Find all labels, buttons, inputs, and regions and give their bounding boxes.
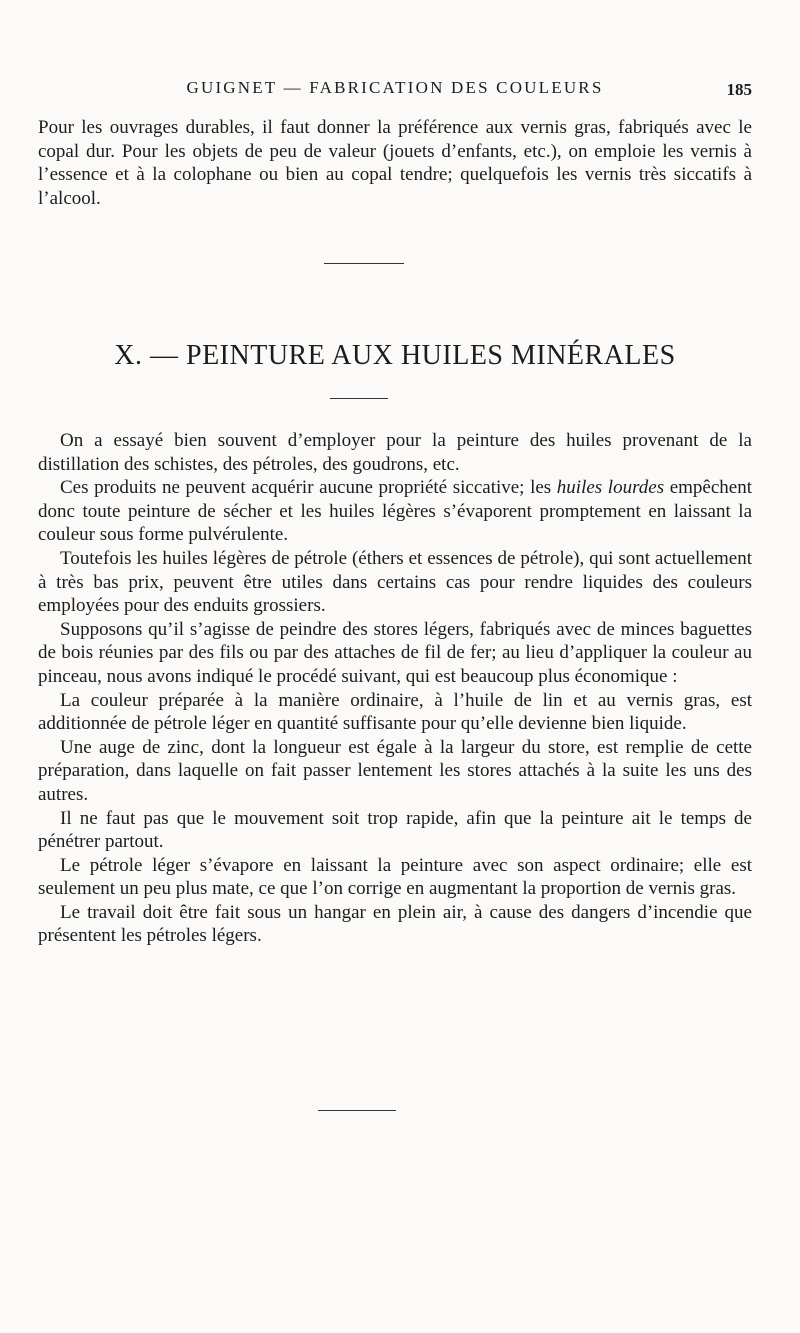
paragraph: Supposons qu’il s’agisse de peindre des stores légers, fabriqués avec de minces baguettes de bois réunies par des fils ou par des attaches de fil de fer; au lieu d’appliquer la couleur au pinceau, nous avons indiqué le procédé suivant, qui est beaucoup plus économique : [38, 618, 752, 687]
paragraph: On a essayé bien souvent d’employer pour la peinture des huiles provenant de la distillation des schistes, des pétroles, des goudrons, etc. [38, 430, 752, 475]
paragraph: La couleur préparée à la manière ordinaire, à l’huile de lin et au vernis gras, est additionnée de pétrole léger en quantité suffisante pour qu’elle devienne bien liquide. [38, 689, 752, 735]
section-rule-top [324, 263, 404, 264]
running-head [38, 78, 752, 102]
paragraph: Une auge de zinc, dont la longueur est égale à la largeur du store, est remplie de cette préparation, dans laquelle on fait passer lentement les stores attachés à la suite les uns des autres. [38, 736, 752, 805]
section-body [38, 429, 752, 948]
paragraph-text: Ces produits ne peuvent acquérir aucune propriété siccative; les [60, 477, 557, 499]
page-number: 185 [726, 80, 752, 99]
section-rule-bottom [330, 398, 388, 399]
paragraph: Le pétrole léger s’évapore en laissant la peinture avec son aspect ordinaire; elle est seulement un peu plus mate, ce que l’on corrige en augmentant la proportion de vernis gras. [38, 854, 752, 900]
intro-block [38, 116, 752, 210]
paragraph: Toutefois les huiles légères de pétrole (éthers et essences de pétrole), qui sont actuellement à très bas prix, peuvent être utiles dans certains cas pour rendre liquides des couleurs employées pour des enduits grossiers. [38, 547, 752, 617]
intro-paragraph: Pour les ouvrages durables, il faut donner la préférence aux vernis gras, fabriqués avec le copal dur. Pour les objets de peu de valeur (jouets d’enfants, etc.), on emploie les vernis à l’essence et à la colophane ou bien au copal tendre; quelquefois les vernis très siccatifs à l’alcool. [38, 117, 752, 209]
paragraph-text: empêchent donc toute peinture de sécher et les huiles légères s’évaporent promptement en laissant la couleur sous forme pulvérulente. [38, 477, 752, 546]
paragraph: Le travail doit être fait sous un hangar en plein air, à cause des dangers d’incendie que présentent les pétroles légers. [38, 901, 752, 947]
section-heading: X. — PEINTURE AUX HUILES MINÉRALES [114, 340, 676, 371]
closing-rule [318, 1110, 396, 1111]
paragraph [38, 476, 752, 547]
running-title: GUIGNET — FABRICATION DES COULEURS [186, 78, 604, 97]
paragraph: Il ne faut pas que le mouvement soit trop rapide, afin que la peinture ait le temps de pénétrer partout. [38, 807, 752, 853]
italic-term: huiles lourdes [556, 477, 665, 499]
